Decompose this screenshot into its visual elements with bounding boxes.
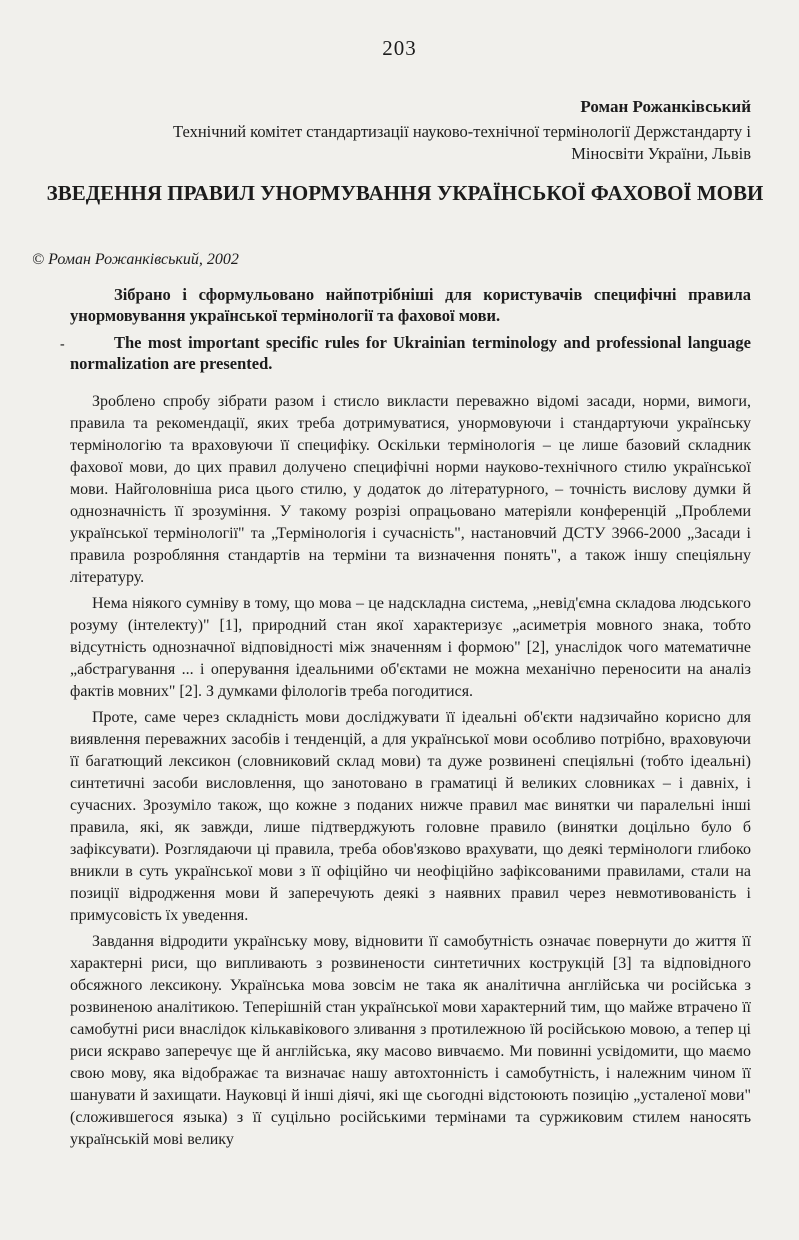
body-paragraph: Завдання відродити українську мову, відновити її самобутність означає повернути до життя її характерні риси, що випливають з розвинености синтетичних кострукцій [3] та відповідного обсяжного лексикону. Українська мова зовсім не така як аналітична англійська чи російська з розвиненою аналітикою. Теперішній стан української мови характерний тим, що майже втрачено її самобутні риси внаслідок кількавікового зливання з протилежною їй російською мовою, а тепер ці риси яскраво заперечує ще й англійська, яку масово вивчаємо. Ми повинні усвідомити, що маємо свою мову, яка відображає та визначає нашу автохтонність і самобутність, і належним чином її шанувати й захищати. Науковці й інші діячі, які ще сьогодні відстоюють позицію „усталеної мови" (сложившегося языка) з її суцільно російськими термінами та суржиковим стилем наносять українській мові велику [70, 933, 751, 1148]
abstract-english: The most important specific rules for Ukrainian terminology and professional language normalization are presented. [70, 333, 751, 373]
article-body [70, 391, 751, 1155]
body-paragraph: Нема ніякого сумніву в тому, що мова – це надскладна система, „невід'ємна складова людського розуму (інтелекту)" [1], природний стан якої характеризує „асиметрія мовного знака, тобто відсутність однозначної відповідності між значенням і формою" [2], унаслідок чого математичне „абстрагування ... і оперування ідеальними об'єктами не можна механічно переносити на аналіз фактів мовних" [2]. З думками філологів треба погодитися. [70, 595, 751, 700]
abstract-english-lead-mark: - [60, 337, 65, 352]
article-title: ЗВЕДЕННЯ ПРАВИЛ УНОРМУВАННЯ УКРАЇНСЬКОЇ ФАХОВОЇ МОВИ [46, 181, 764, 205]
body-paragraph: Проте, саме через складність мови досліджувати її ідеальні об'єкти надзичайно корисно для виявлення переважних засобів і тенденцій, а для української мови особливо потрібно, враховуючи її багатющий лексикон (словниковий склад мови) та дуже розвинені спеціяльні (тобто ідеальні) синтетичні засоби висловлення, що занотовано в граматиці й великих словниках – і давніх, і сучасних. Зрозуміло також, що кожне з поданих нижче правил має винятки чи паралельні інші правила, які, як завжди, лише підтверджують головне правило (винятки доцільно було б зафіксувати). Розглядаючи ці правила, треба обов'язково врахувати, що деякі термінологи глибоко вникли в суть української мови з її офіційно чи неофіційно зафіксованими правилами, стали на позиції відродження мови й заперечують деякі з наявних правил через невмотивованість і примусовість їх уведення. [70, 709, 751, 924]
page-number: 203 [382, 36, 417, 60]
body-paragraph: Зроблено спробу зібрати разом і стисло викласти переважно відомі засади, норми, вимоги, правила та рекомендації, яких треба дотримуватися, унормовуючи і стандартуючи українську термінологію та враховуючи її специфіку. Оскільки термінологія – це лише базовий складник фахової мови, до цих правил долучено специфічні норми науково-технічного стилю української мови. Найголовніша риса цього стилю, у додаток до літературного, – точність вислову думки й однозначність її зрозуміння. У такому розрізі опрацьовано матеріяли конференцій „Проблеми української термінології" та „Термінологія і сучасність", настановчий ДСТУ 3966-2000 „Засади і правила розробляння стандартів на терміни та визначення понять", а також іншу спеціяльну літературу. [70, 393, 751, 586]
abstract-ukrainian: Зібрано і сформульовано найпотрібніші для користувачів специфічні правила унормовування української термінології та фахової мови. [70, 285, 751, 325]
author-affiliation: Технічний комітет стандартизації науково-технічної термінології Держстандарту і Міносвіти України, Львів [173, 122, 751, 163]
copyright-line: © Роман Рожанківський, 2002 [32, 251, 239, 268]
author-name: Роман Рожанківський [580, 97, 751, 116]
